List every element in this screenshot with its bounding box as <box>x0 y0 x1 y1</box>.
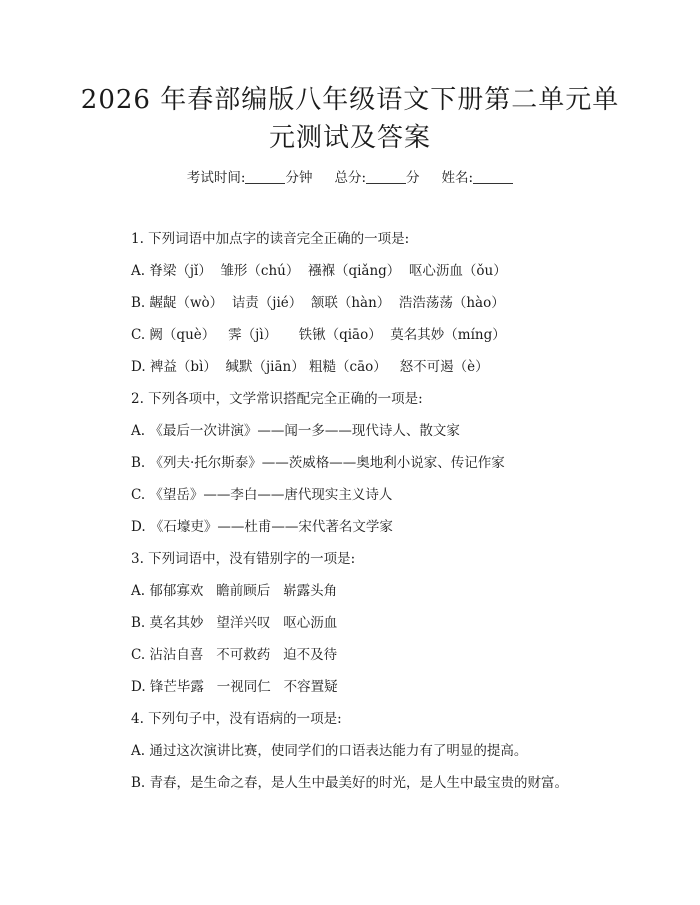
score-unit: 分 <box>406 170 420 186</box>
question-2-option-a: A. 《最后一次讲演》——闻一多——现代诗人、散文家 <box>131 423 460 439</box>
question-1-option-c: C. 阙（què） 霁（jì） 铁锹（qiāo） 莫名其妙（míng） <box>131 327 506 343</box>
question-1: 1. 下列词语中加点字的读音完全正确的一项是: <box>131 231 410 247</box>
question-4-option-a: A. 通过这次演讲比赛，使同学们的口语表达能力有了明显的提高。 <box>131 743 528 759</box>
document-title-line-1: 2026 年春部编版八年级语文下册第二单元单 <box>80 85 620 115</box>
score-label: 总分: <box>334 170 367 186</box>
exam-meta <box>0 168 700 188</box>
question-4-option-b: B. 青春，是生命之春，是人生中最美好的时光，是人生中最宝贵的财富。 <box>131 775 569 791</box>
question-3-option-a: A. 郁郁寡欢 瞻前顾后 崭露头角 <box>131 583 338 599</box>
question-3-option-b: B. 莫名其妙 望洋兴叹 呕心沥血 <box>131 615 338 631</box>
question-1-option-a: A. 脊梁（jǐ） 雏形（chú） 襁褓（qiǎng） 呕心沥血（ǒu） <box>131 263 507 279</box>
document-title-line-2: 元测试及答案 <box>268 123 431 153</box>
question-1-option-b: B. 龌龊（wò） 诘责（jié） 颔联（hàn） 浩浩荡荡（hào） <box>131 295 505 311</box>
question-2-option-c: C. 《望岳》——李白——唐代现实主义诗人 <box>131 487 393 503</box>
name-label: 姓名: <box>441 170 474 186</box>
time-blank <box>245 169 285 184</box>
question-3: 3. 下列词语中，没有错别字的一项是: <box>131 551 356 567</box>
question-2-option-d: D. 《石壕吏》——杜甫——宋代著名文学家 <box>131 519 393 535</box>
question-2-option-b: B. 《列夫·托尔斯泰》——茨威格——奥地利小说家、传记作家 <box>131 455 505 471</box>
question-2: 2. 下列各项中，文学常识搭配完全正确的一项是: <box>131 391 423 407</box>
time-unit: 分钟 <box>285 170 313 186</box>
time-label: 考试时间: <box>186 170 246 186</box>
question-3-option-d: D. 锋芒毕露 一视同仁 不容置疑 <box>131 679 338 695</box>
score-blank <box>366 169 406 184</box>
name-blank <box>473 169 513 184</box>
question-1-option-d: D. 裨益（bì） 缄默（jiān） 粗糙（cāo） 怒不可遏（è） <box>131 359 489 375</box>
question-3-option-c: C. 沾沾自喜 不可救药 迫不及待 <box>131 647 338 663</box>
question-4: 4. 下列句子中，没有语病的一项是: <box>131 711 342 727</box>
